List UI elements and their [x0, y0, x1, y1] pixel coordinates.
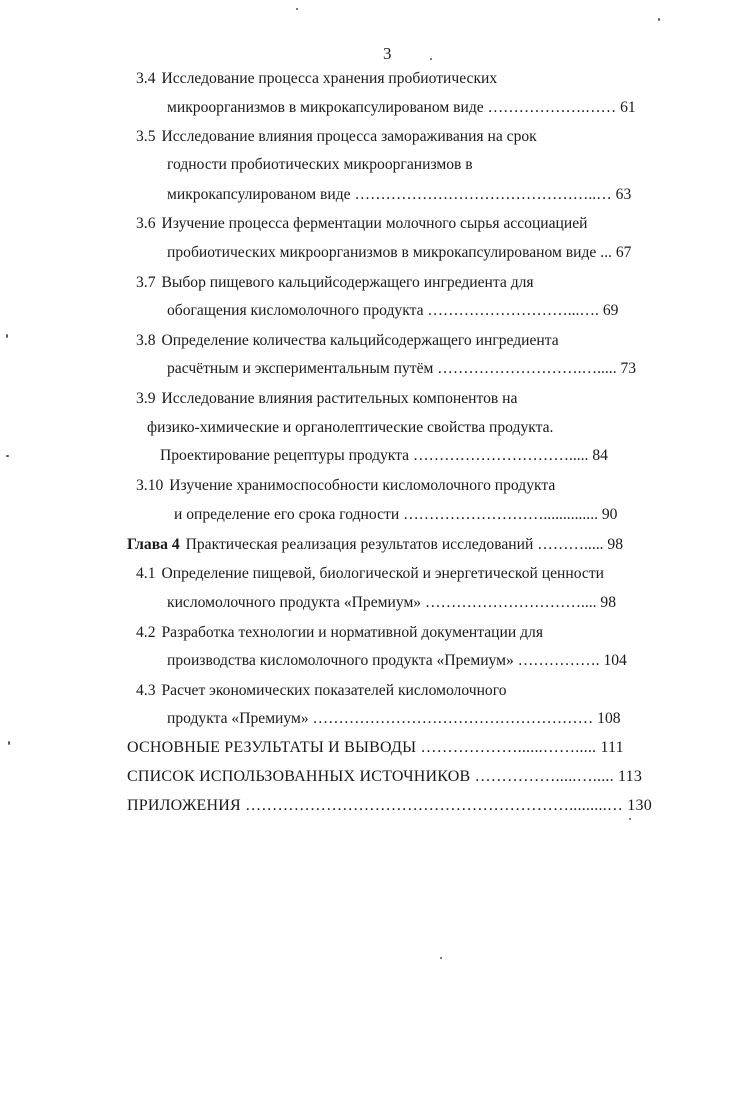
toc-number: 4.3 [136, 682, 156, 699]
toc-title-line: Исследование влияния растительных компонентов на [161, 390, 518, 407]
chapter-label: Глава 4 [127, 536, 180, 553]
toc-number: 4.1 [136, 565, 156, 582]
toc-number: 3.8 [136, 332, 156, 349]
toc-number: 3.4 [136, 70, 156, 87]
scan-speck [440, 957, 442, 959]
toc-title-line: Определение количества кальцийсодержащего ингредиента [161, 332, 559, 349]
toc-title-line: Исследование влияния процесса замораживания на срок [161, 128, 537, 145]
page-number: 3 [383, 44, 392, 63]
scan-speck [296, 8, 298, 10]
toc-entry-4-3 [136, 681, 507, 701]
toc-title-line: Выбор пищевого кальцийсодержащего ингредиента для [161, 274, 534, 291]
toc-entry-3-8 [136, 331, 559, 351]
toc-title-line: расчётным и экспериментальным путём ……………………….…..... 73 [167, 360, 637, 377]
scan-speck [6, 455, 9, 457]
toc-title-line: Расчет экономических показателей кисломолочного [161, 682, 507, 699]
scan-speck [6, 334, 8, 338]
toc-entry-3-9 [136, 389, 517, 409]
toc-title-line: Изучение процесса ферментации молочного сырья ассоциацией [161, 215, 588, 232]
toc-title-line: Определение пищевой, биологической и энергетической ценности [161, 565, 604, 582]
scan-speck [658, 18, 660, 21]
toc-number: 3.5 [136, 128, 156, 145]
toc-entry-3-5 [136, 127, 537, 147]
toc-title-line: пробиотических микроорганизмов в микрокапсулированом виде ... 67 [167, 244, 632, 261]
toc-title-line: физико-химические и органолептические свойства продукта. [147, 419, 554, 436]
toc-entry-4-2 [136, 623, 543, 643]
toc-chapter-4 [127, 535, 623, 555]
toc-number: 4.2 [136, 624, 156, 641]
toc-entry-4-1 [136, 564, 604, 584]
toc-title-line: продукта «Премиум» ……………………………………………… 108 [167, 710, 621, 727]
toc-title-line: Исследование процесса хранения пробиотических [161, 70, 498, 87]
toc-number: 3.7 [136, 274, 156, 291]
toc-title-line: микроорганизмов в микрокапсулированом виде ……………….…… 61 [167, 99, 636, 116]
toc-section-appendices: ПРИЛОЖЕНИЯ …………………………………………………….........… 130 [127, 797, 652, 814]
toc-title-line: и определение его срока годности ……………………….............. 90 [174, 506, 618, 523]
toc-title-line: микрокапсулированом виде ………………………………………..… 63 [167, 186, 632, 203]
toc-title-line: Проектирование рецептуры продукта …………………………..... 84 [160, 447, 608, 464]
toc-number: 3.10 [136, 477, 164, 494]
toc-number: 3.9 [136, 390, 156, 407]
toc-title-line: производства кисломолочного продукта «Премиум» ……………. 104 [167, 652, 627, 669]
toc-section-references: СПИСОК ИСПОЛЬЗОВАННЫХ ИСТОЧНИКОВ …………….....…..... 113 [127, 768, 643, 785]
toc-section-results: ОСНОВНЫЕ РЕЗУЛЬТАТЫ И ВЫВОДЫ ………………......……..... 111 [127, 739, 624, 756]
toc-entry-3-10 [136, 476, 555, 496]
toc-entry-3-7 [136, 273, 534, 293]
toc-title-line: кисломолочного продукта «Премиум» ………………………….... 98 [167, 594, 617, 611]
toc-title-line: годности пробиотических микроорганизмов в [167, 156, 473, 173]
toc-title-line: Разработка технологии и нормативной документации для [161, 624, 543, 641]
toc-entry-3-4 [136, 69, 497, 89]
scan-speck [8, 741, 10, 745]
scan-speck [629, 818, 631, 820]
toc-title-line: Практическая реализация результатов исследований ………..... 98 [185, 536, 624, 553]
scan-speck [430, 58, 432, 60]
toc-title-line: Изучение хранимоспособности кисломолочного продукта [169, 477, 556, 494]
toc-number: 3.6 [136, 215, 156, 232]
toc-entry-3-6 [136, 214, 588, 234]
toc-title-line: обогащения кисломолочного продукта ………………………...…. 69 [167, 302, 619, 319]
